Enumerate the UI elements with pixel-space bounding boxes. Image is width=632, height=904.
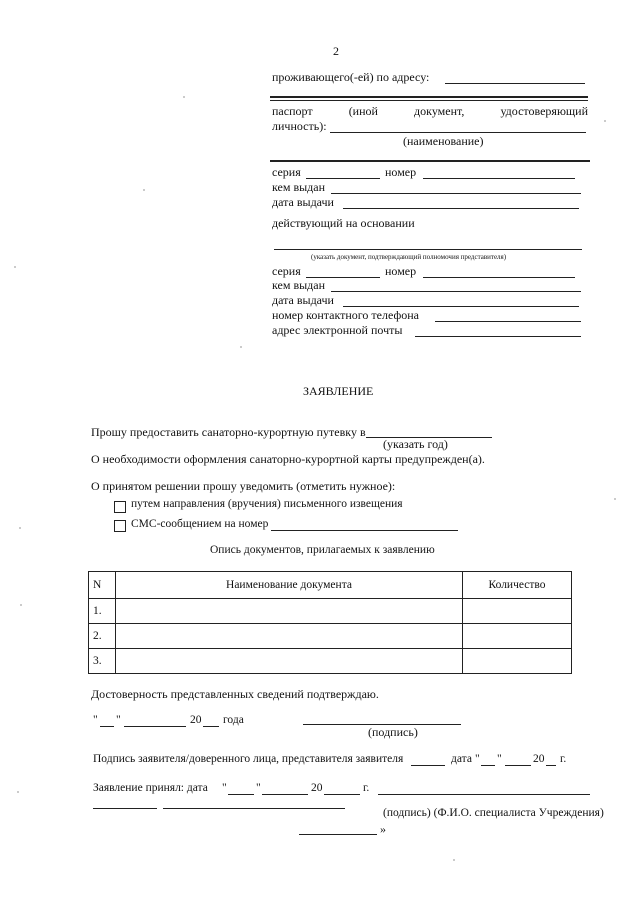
row-number: 2. (89, 624, 116, 649)
number-2-label: номер (385, 264, 417, 278)
email-label: адрес электронной почты (272, 323, 403, 337)
row-document-cell[interactable] (116, 599, 463, 624)
sms-option-label: СМС-сообщением на номер (131, 518, 269, 530)
accepted-extra-line[interactable] (378, 794, 590, 795)
passport-line (272, 104, 588, 119)
scan-speck (614, 498, 616, 500)
accepted-q1: " (222, 782, 227, 794)
series-1-line[interactable] (306, 178, 380, 179)
address-input-line[interactable] (445, 83, 585, 84)
applicant-sign-line[interactable] (411, 765, 445, 766)
number-2-line[interactable] (423, 277, 575, 278)
rep-document-caption: (указать документ, подтверждающий полномочия представителя) (311, 253, 507, 261)
letter-option-checkbox[interactable] (114, 501, 126, 513)
row-quantity-cell[interactable] (463, 599, 572, 624)
row-number: 3. (89, 649, 116, 674)
sms-number-line[interactable] (271, 530, 458, 531)
residing-label: проживающего(-ей) по адресу: (272, 70, 430, 84)
double-rule-top (270, 96, 588, 98)
passport-word-1: паспорт (272, 104, 313, 118)
series-2-label: серия (272, 264, 301, 278)
specialist-caption: (подпись) (Ф.И.О. специалиста Учреждения) (383, 807, 604, 819)
row-quantity-cell[interactable] (463, 649, 572, 674)
date-quote-close: " (116, 714, 121, 726)
issue-date-1-line[interactable] (343, 208, 579, 209)
inventory-table (88, 571, 572, 674)
row-document-cell[interactable] (116, 624, 463, 649)
header-quantity: Количество (463, 572, 572, 599)
scan-speck (14, 266, 16, 268)
scan-speck (604, 120, 606, 122)
table-row (89, 599, 572, 624)
applicant-year-abbr: г. (560, 753, 567, 765)
date-word: дата (451, 753, 472, 765)
issue-date-1-label: дата выдачи (272, 195, 334, 209)
accepted-q2: " (256, 782, 261, 794)
date-year-line[interactable] (203, 726, 219, 727)
row-quantity-cell[interactable] (463, 624, 572, 649)
scan-speck (19, 527, 21, 529)
voucher-request-text: Прошу предоставить санаторно-курортную путевку в (91, 425, 366, 439)
document-name-line[interactable] (330, 132, 586, 133)
issued-by-2-label: кем выдан (272, 278, 326, 292)
scan-speck (453, 859, 455, 861)
date-quote-open: " (93, 714, 98, 726)
applicant-year-line[interactable] (546, 765, 556, 766)
passport-word-3: документ, (414, 104, 465, 118)
section-rule (270, 160, 590, 162)
applicant-month-line[interactable] (505, 765, 531, 766)
email-line[interactable] (415, 336, 581, 337)
table-row (89, 649, 572, 674)
double-rule-bottom (270, 100, 588, 101)
document-title: ЗАЯВЛЕНИЕ (303, 384, 374, 398)
sms-option-checkbox[interactable] (114, 520, 126, 532)
issue-date-2-line[interactable] (343, 306, 579, 307)
date-year-word: года (223, 714, 244, 726)
letter-option-label: путем направления (вручения) письменного извещения (131, 498, 403, 510)
accepted-year-abbr: г. (363, 782, 370, 794)
scan-speck (17, 791, 19, 793)
closing-quote: » (380, 822, 386, 836)
date-century: 20 (190, 714, 202, 726)
number-1-line[interactable] (423, 178, 575, 179)
inventory-header-row (89, 572, 572, 599)
scan-speck (240, 346, 242, 348)
signature-caption: (подпись) (368, 725, 418, 739)
applicant-q2: " (497, 753, 502, 765)
year-caption: (указать год) (383, 437, 448, 451)
issued-by-1-line[interactable] (331, 193, 581, 194)
row-number: 1. (89, 599, 116, 624)
page-number: 2 (333, 44, 339, 58)
final-line[interactable] (299, 834, 377, 835)
specialist-name-line[interactable] (163, 808, 345, 809)
specialist-sign-line[interactable] (93, 808, 157, 809)
phone-label: номер контактного телефона (272, 308, 419, 322)
accepted-text: Заявление принял: дата (93, 782, 208, 794)
applicant-century: 20 (533, 753, 545, 765)
issued-by-1-label: кем выдан (272, 180, 326, 194)
scan-speck (20, 604, 22, 606)
table-row (89, 624, 572, 649)
naming-caption: (наименование) (403, 134, 484, 148)
accepted-month-line[interactable] (262, 794, 308, 795)
passport-word-4: удостоверяющий (500, 104, 588, 118)
applicant-day-line[interactable] (481, 765, 495, 766)
notify-text: О принятом решении прошу уведомить (отметить нужное): (91, 479, 396, 493)
confirm-text: Достоверность представленных сведений подтверждаю. (91, 687, 379, 701)
applicant-q1: " (475, 753, 480, 765)
phone-line[interactable] (435, 321, 581, 322)
series-1-label: серия (272, 165, 301, 179)
rep-document-line[interactable] (274, 249, 582, 250)
number-1-label: номер (385, 165, 417, 179)
issue-date-2-label: дата выдачи (272, 293, 334, 307)
row-document-cell[interactable] (116, 649, 463, 674)
date-month-line[interactable] (124, 726, 186, 727)
header-document-name: Наименование документа (116, 572, 463, 599)
inventory-title: Опись документов, прилагаемых к заявлению (210, 544, 435, 556)
accepted-century: 20 (311, 782, 323, 794)
acting-label: действующий на основании (272, 216, 415, 230)
accepted-day-line[interactable] (228, 794, 254, 795)
card-notice: О необходимости оформления санаторно-курортной карты предупрежден(а). (91, 452, 485, 466)
issued-by-2-line[interactable] (331, 291, 581, 292)
scan-speck (143, 189, 145, 191)
accepted-year-line[interactable] (324, 794, 360, 795)
header-n: N (89, 572, 116, 599)
passport-line-2: личность): (272, 119, 327, 133)
date-day-line[interactable] (100, 726, 114, 727)
passport-word-2: (иной (348, 104, 378, 118)
scan-speck (183, 96, 185, 98)
applicant-sign-text: Подпись заявителя/доверенного лица, представителя заявителя (93, 753, 404, 765)
